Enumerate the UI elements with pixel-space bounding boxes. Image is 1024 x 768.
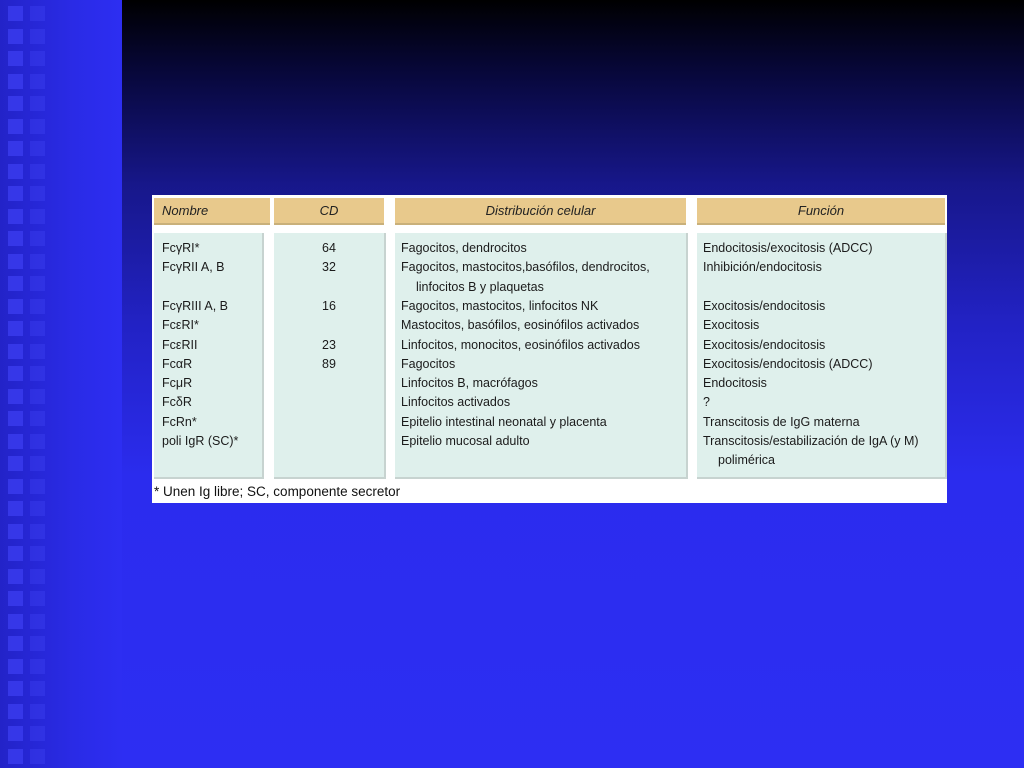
decorative-square [30,411,45,426]
decorative-square [30,704,45,719]
cell-cd: 23 [322,337,336,352]
decorative-square [30,614,45,629]
cell-funcion: Endocitosis [703,376,767,391]
decorative-square [8,704,23,719]
decorative-square [30,51,45,66]
decorative-square [8,276,23,291]
decorative-square [30,389,45,404]
decorative-square [8,411,23,426]
cell-funcion: polimérica [718,453,775,468]
cell-nombre: poli IgR (SC)* [162,434,239,448]
decorative-square [30,321,45,336]
decorative-square [8,321,23,336]
table-footnote: * Unen Ig libre; SC, componente secretor [154,484,401,499]
cell-nombre: FcαR [162,356,193,371]
decorative-square [8,569,23,584]
cell-nombre: FcγRI* [162,241,200,255]
header-distribucion: Distribución celular [395,198,686,225]
decorative-square [8,254,23,269]
decorative-square [8,74,23,89]
decorative-square [8,614,23,629]
decorative-square [30,591,45,606]
decorative-square [30,344,45,359]
decorative-square [8,366,23,381]
decorative-square [8,231,23,246]
header-funcion: Función [697,198,945,225]
fc-receptor-table [152,195,947,503]
decorative-square [30,659,45,674]
cell-funcion: Exocitosis/endocitosis (ADCC) [703,356,873,371]
decorative-square [8,6,23,21]
cell-distribucion: linfocitos B y plaquetas [416,279,544,294]
decorative-square [30,29,45,44]
decorative-square [30,119,45,134]
decorative-square [8,96,23,111]
decorative-square [8,456,23,471]
decorative-square [30,749,45,764]
decorative-square [8,501,23,516]
cell-funcion: Endocitosis/exocitosis (ADCC) [703,241,873,255]
decorative-square [8,299,23,314]
decorative-square [30,569,45,584]
decorative-square [8,659,23,674]
decorative-square [30,456,45,471]
decorative-square [30,74,45,89]
cell-funcion: ? [703,395,710,410]
decorative-square [8,29,23,44]
cell-nombre: FcγRIII A, B [162,298,228,313]
decorative-square [30,681,45,696]
decorative-square [30,501,45,516]
decorative-square [30,726,45,741]
header-cd: CD [274,198,384,225]
left-decorative-strip [0,0,122,768]
decorative-square [8,209,23,224]
cell-funcion: Transcitosis/estabilización de IgA (y M) [703,434,919,448]
decorative-square [8,51,23,66]
decorative-square [30,186,45,201]
cell-nombre: FcδR [162,395,192,410]
decorative-square [30,141,45,156]
decorative-square [30,6,45,21]
decorative-square [8,434,23,449]
cell-funcion: Inhibición/endocitosis [703,260,822,275]
decorative-square [30,366,45,381]
decorative-square [8,636,23,651]
cell-nombre: FcγRII A, B [162,260,225,275]
decorative-square [8,119,23,134]
cell-cd: 89 [322,356,336,371]
cell-distribucion: Fagocitos, mastocitos,basófilos, dendrocitos, [401,260,650,275]
decorative-square [8,479,23,494]
decorative-square [30,164,45,179]
cell-distribucion: Fagocitos, mastocitos, linfocitos NK [401,298,599,313]
cell-nombre: FcRn* [162,414,197,429]
header-nombre: Nombre [154,198,270,225]
decorative-square [30,636,45,651]
cell-nombre: FcεRI* [162,318,199,333]
cell-funcion: Transcitosis de IgG materna [703,414,860,429]
decorative-square [30,231,45,246]
cell-distribucion: Linfocitos B, macrófagos [401,376,538,391]
cell-cd: 64 [322,241,336,255]
decorative-square [30,276,45,291]
decorative-square [30,546,45,561]
decorative-square [30,434,45,449]
decorative-square [8,164,23,179]
decorative-square [30,96,45,111]
decorative-square [30,209,45,224]
decorative-square [8,726,23,741]
cell-distribucion: Linfocitos activados [401,395,511,410]
decorative-square [30,479,45,494]
decorative-square [30,254,45,269]
decorative-square [30,299,45,314]
decorative-square [8,344,23,359]
cell-distribucion: Mastocitos, basófilos, eosinófilos activados [401,318,640,333]
decorative-square [30,524,45,539]
decorative-square [8,591,23,606]
decorative-square [8,389,23,404]
cell-cd: 32 [322,260,336,275]
cell-distribucion: Fagocitos [401,356,456,371]
decorative-square [8,186,23,201]
cell-distribucion: Epitelio intestinal neonatal y placenta [401,414,607,429]
decorative-square [8,681,23,696]
cell-cd: 16 [322,298,336,313]
decorative-square [8,749,23,764]
cell-funcion: Exocitosis [703,318,760,333]
decorative-square [8,141,23,156]
cell-distribucion: Epitelio mucosal adulto [401,434,530,448]
decorative-square [8,546,23,561]
cell-distribucion: Linfocitos, monocitos, eosinófilos activados [401,337,641,352]
cell-funcion: Exocitosis/endocitosis [703,298,826,313]
cell-nombre: FcεRII [162,337,198,352]
cell-nombre: FcμR [162,376,193,391]
decorative-square [8,524,23,539]
cell-funcion: Exocitosis/endocitosis [703,337,826,352]
cell-distribucion: Fagocitos, dendrocitos [401,241,527,255]
